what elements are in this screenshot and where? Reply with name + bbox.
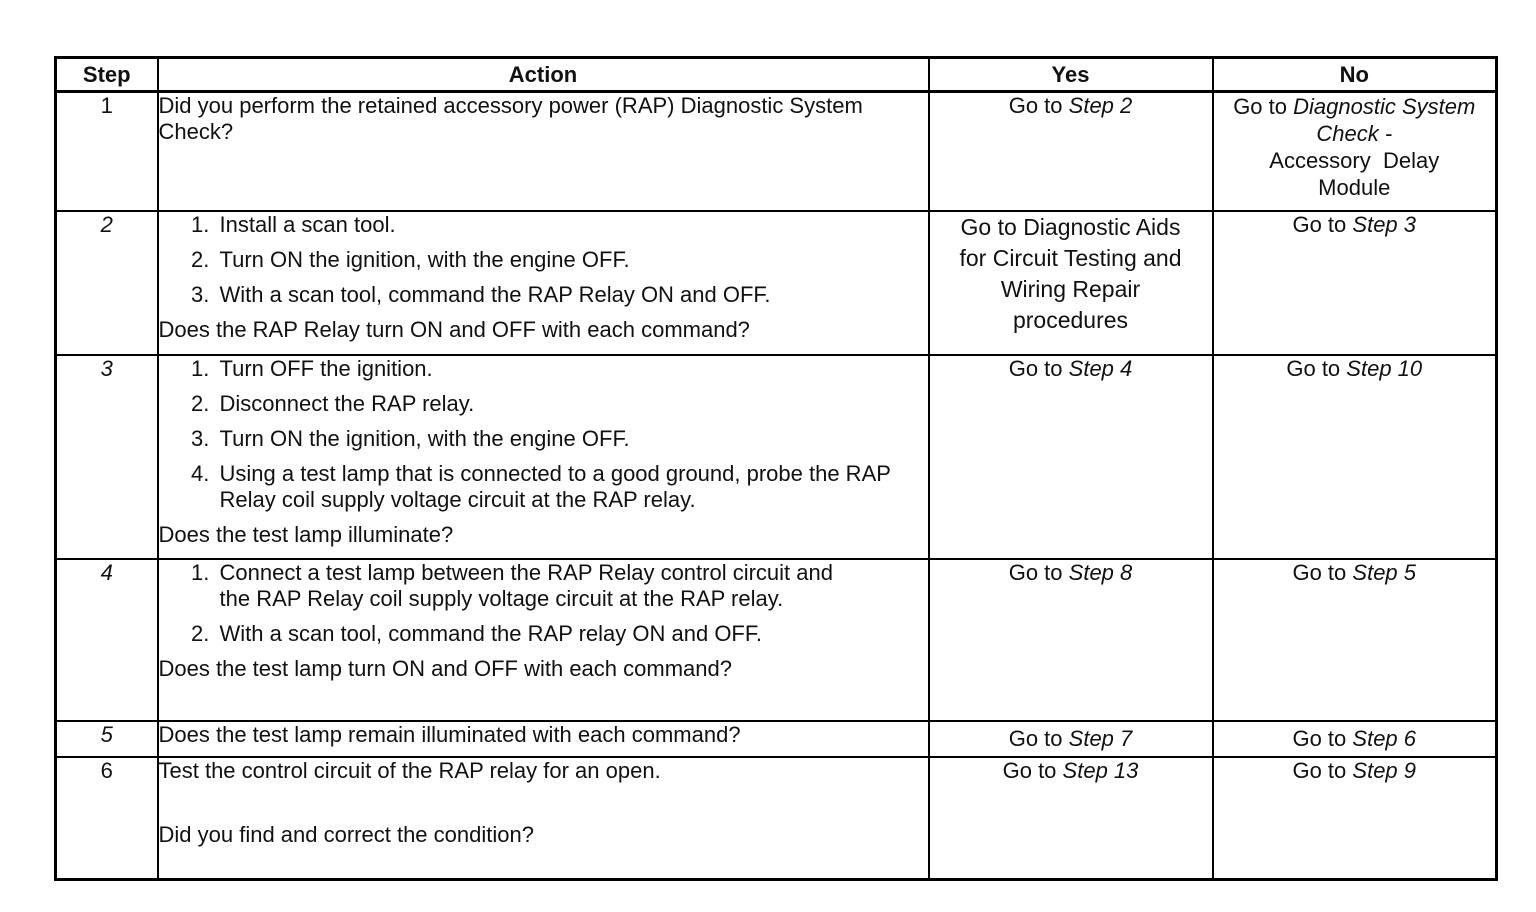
procedure-link[interactable]: Go to Diagnostic Aids for Circuit Testing and Wiring Repair procedures xyxy=(959,214,1182,333)
no-cell: Go to Step 9 xyxy=(1213,757,1497,880)
action-cell xyxy=(158,757,929,880)
header-no: No xyxy=(1213,58,1497,92)
substep: 1. Install a scan tool. xyxy=(216,212,928,238)
substep-list xyxy=(159,356,928,513)
substep: 2. Disconnect the RAP relay. xyxy=(216,391,928,417)
substep: 3. With a scan tool, command the RAP Relay ON and OFF. xyxy=(216,282,928,308)
procedure-link[interactable]: Diagnostic System Check - xyxy=(1293,94,1476,146)
step-link[interactable]: Step 8 xyxy=(1068,560,1133,585)
step-number: 1 xyxy=(56,92,158,212)
substep-list xyxy=(159,560,928,647)
table-row xyxy=(56,355,1497,559)
action-question: Did you find and correct the condition? xyxy=(158,822,534,847)
step-number: 3 xyxy=(56,355,158,559)
action-instruction: Test the control circuit of the RAP relay for an open. xyxy=(158,758,661,783)
substep: 3. Turn ON the ignition, with the engine OFF. xyxy=(216,426,928,452)
substep-list xyxy=(159,212,928,308)
no-cell: Go to Step 10 xyxy=(1213,355,1497,559)
step-link[interactable]: Step 6 xyxy=(1352,726,1417,751)
step-number: 5 xyxy=(56,721,158,757)
action-question: Does the test lamp illuminate? xyxy=(158,522,454,547)
table-row xyxy=(56,92,1497,212)
step-link[interactable]: Step 7 xyxy=(1068,726,1133,751)
step-number: 4 xyxy=(56,559,158,721)
substep: 2. With a scan tool, command the RAP relay ON and OFF. xyxy=(216,621,928,647)
header-row xyxy=(56,58,1497,92)
step-link[interactable]: Step 5 xyxy=(1352,560,1417,585)
header-step: Step xyxy=(56,58,158,92)
substep: 1. Turn OFF the ignition. xyxy=(216,356,928,382)
yes-cell: Go to Step 7 xyxy=(929,721,1213,757)
substep: 4. Using a test lamp that is connected to a good ground, probe the RAP Relay coil supply voltage circuit at the RAP relay. xyxy=(216,461,928,513)
action-question: Does the test lamp remain illuminated with each command? xyxy=(158,722,741,747)
action-cell xyxy=(158,92,929,212)
table-row xyxy=(56,559,1497,721)
action-cell xyxy=(158,211,929,355)
table-row xyxy=(56,211,1497,355)
step-number: 6 xyxy=(56,757,158,880)
no-cell: Go to Step 5 xyxy=(1213,559,1497,721)
action-cell xyxy=(158,559,929,721)
header-action: Action xyxy=(158,58,929,92)
yes-cell: Go to Step 13 xyxy=(929,757,1213,880)
step-link[interactable]: Step 10 xyxy=(1346,356,1423,381)
yes-cell: Go to Step 2 xyxy=(929,92,1213,212)
step-link[interactable]: Step 2 xyxy=(1068,93,1133,118)
diagnostic-table xyxy=(54,56,1498,881)
substep: 2. Turn ON the ignition, with the engine OFF. xyxy=(216,247,928,273)
action-cell xyxy=(158,721,929,757)
action-question: Does the test lamp turn ON and OFF with each command? xyxy=(158,656,732,681)
table-row xyxy=(56,757,1497,880)
action-question: Does the RAP Relay turn ON and OFF with each command? xyxy=(158,317,750,342)
no-cell: Go to Diagnostic System Check - Accessory Delay Module xyxy=(1213,92,1497,212)
step-link[interactable]: Step 4 xyxy=(1068,356,1133,381)
step-link[interactable]: Step 13 xyxy=(1062,758,1139,783)
yes-cell: Go to Step 4 xyxy=(929,355,1213,559)
action-cell xyxy=(158,355,929,559)
no-cell: Go to Step 6 xyxy=(1213,721,1497,757)
substep: 1. Connect a test lamp between the RAP Relay control circuit and the RAP Relay coil supply voltage circuit at the RAP relay. xyxy=(216,560,928,612)
header-yes: Yes xyxy=(929,58,1213,92)
yes-cell: Go to Step 8 xyxy=(929,559,1213,721)
step-number: 2 xyxy=(56,211,158,355)
step-link[interactable]: Step 3 xyxy=(1352,212,1417,237)
no-cell: Go to Step 3 xyxy=(1213,211,1497,355)
table-row xyxy=(56,721,1497,757)
action-question: Did you perform the retained accessory power (RAP) Diagnostic System Check? xyxy=(158,93,863,144)
step-link[interactable]: Step 9 xyxy=(1352,758,1417,783)
yes-cell xyxy=(929,211,1213,355)
